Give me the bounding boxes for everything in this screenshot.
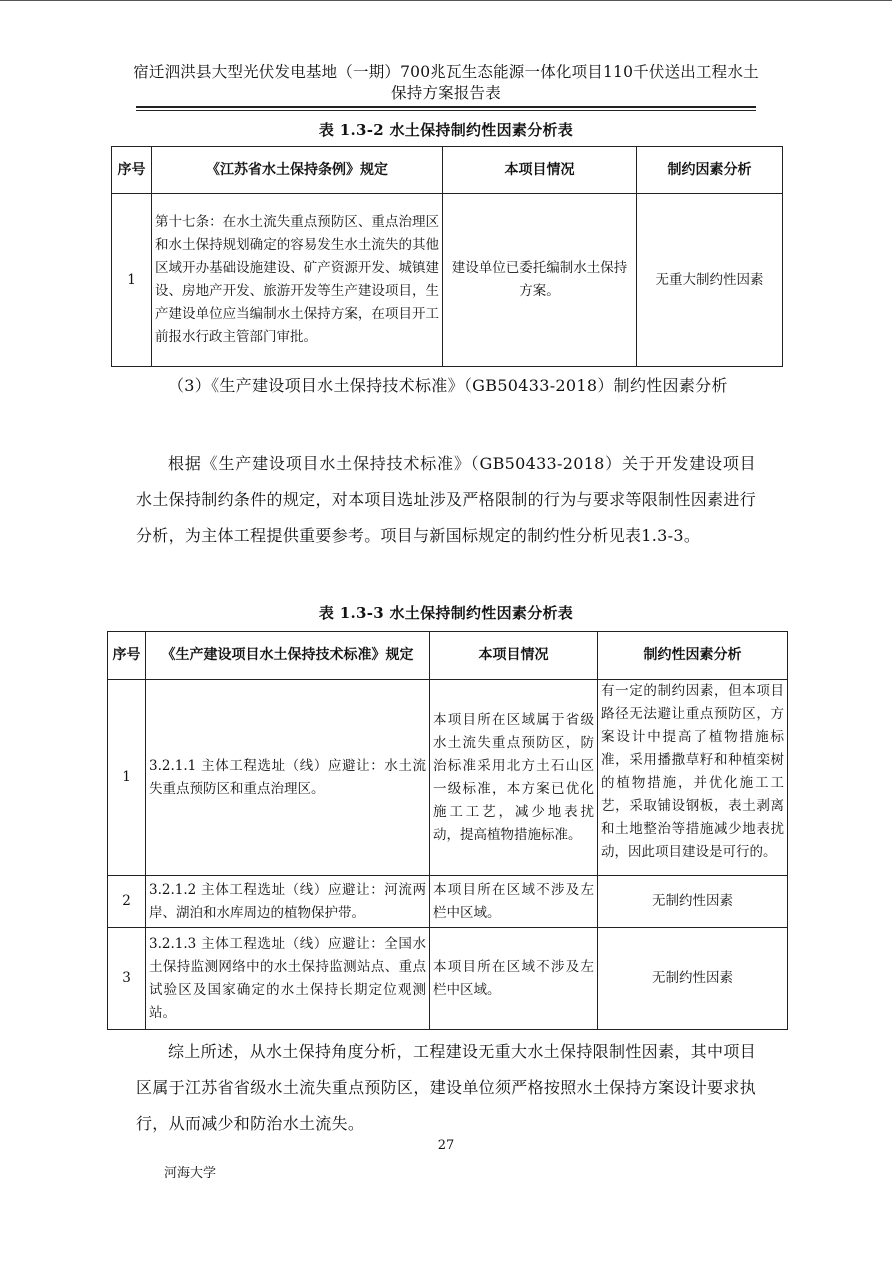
table1-header-rule: 《江苏省水土保持条例》规定	[152, 147, 443, 194]
paragraph-standard-intro: 根据《生产建设项目水土保持技术标准》（GB50433-2018）关于开发建设项目水土保持制约条件的规定，对本项目选址涉及严格限制的行为与要求等限制性因素进行分析，为主体工程提供重要参考。项目与新国标规定的制约性分析见表1.3-3。	[136, 454, 756, 545]
paragraph-standard-title: （3）《生产建设项目水土保持技术标准》（GB50433-2018）制约性因素分析	[168, 376, 728, 395]
table2-row2-rule: 3.2.1.2 主体工程选址（线）应避让：河流两岸、湖泊和水库周边的植物保护带。	[146, 876, 430, 928]
table1-header-analysis: 制约因素分析	[637, 147, 783, 194]
table-row	[108, 928, 788, 1030]
table2-row1-situation: 本项目所在区域属于省级水土流失重点预防区，防治标准采用北方土石山区一级标准，本方案已优化施工工艺，减少地表扰动，提高植物措施标准。	[430, 680, 598, 876]
table2-row1-no: 1	[108, 680, 146, 876]
table1-header-situation: 本项目情况	[443, 147, 637, 194]
table2-row1-analysis: 有一定的制约因素，但本项目路径无法避让重点预防区，方案设计中提高了植物措施标准，采用播撒草籽和种植栾树的植物措施，并优化施工工艺，采取铺设钢板，表土剥离和土地整治等措施减少地表扰动，因此项目建设是可行的。	[598, 680, 788, 876]
table2-row3-rule: 3.2.1.3 主体工程选址（线）应避让：全国水土保持监测网络中的水土保持监测站点、重点试验区及国家确定的水土保持长期定位观测站。	[146, 928, 430, 1030]
table2-header-row	[108, 632, 788, 680]
table2-row3-analysis: 无制约性因素	[598, 928, 788, 1030]
page-number: 27	[437, 1138, 455, 1153]
table2-row3-situation: 本项目所在区域不涉及左栏中区域。	[430, 928, 598, 1030]
table2-row1-rule: 3.2.1.1 主体工程选址（线）应避让：水土流失重点预防区和重点治理区。	[146, 680, 430, 876]
table-1-3-3	[107, 631, 788, 1030]
table-row	[108, 876, 788, 928]
table1-row1-no: 1	[112, 194, 152, 367]
table2-caption: 表 1.3-3 水土保持制约性因素分析表	[318, 604, 574, 622]
table2-row2-no: 2	[108, 876, 146, 928]
table2-row2-analysis: 无制约性因素	[598, 876, 788, 928]
top-border-line	[0, 0, 892, 1]
footer-institution: 河海大学	[164, 1166, 217, 1181]
table1-caption: 表 1.3-2 水土保持制约性因素分析表	[318, 121, 574, 139]
table2-header-situation: 本项目情况	[430, 632, 598, 680]
table-row	[108, 680, 788, 876]
table-row	[112, 194, 783, 367]
header-rule-thin	[136, 110, 756, 111]
table1-row1-analysis: 无重大制约性因素	[637, 194, 783, 367]
table2-header-no: 序号	[108, 632, 146, 680]
paragraph-conclusion: 综上所述，从水土保持角度分析，工程建设无重大水土保持限制性因素，其中项目区属于江苏省省级水土流失重点预防区，建设单位须严格按照水土保持方案设计要求执行，从而减少和防治水土流失。	[136, 1042, 756, 1133]
page-header	[128, 62, 764, 104]
table-1-3-2	[111, 146, 783, 367]
table1-row1-rule: 第十七条：在水土流失重点预防区、重点治理区和水土保持规划确定的容易发生水土流失的其他区域开办基础设施建设、矿产资源开发、城镇建设、房地产开发、旅游开发等生产建设项目，生产建设单位应当编制水土保持方案，在项目开工前报水行政主管部门审批。	[152, 194, 443, 367]
header-line-2: 保持方案报告表	[391, 84, 501, 102]
table2-row2-situation: 本项目所在区域不涉及左栏中区域。	[430, 876, 598, 928]
table1-row1-situation: 建设单位已委托编制水土保持方案。	[443, 194, 637, 367]
table1-header-row	[112, 147, 783, 194]
table1-header-no: 序号	[112, 147, 152, 194]
table2-header-analysis: 制约性因素分析	[598, 632, 788, 680]
header-rule-thick	[136, 106, 756, 108]
header-line-1: 宿迁泗洪县大型光伏发电基地（一期）700兆瓦生态能源一体化项目110千伏送出工程水土	[133, 63, 759, 81]
table2-row3-no: 3	[108, 928, 146, 1030]
table2-header-rule: 《生产建设项目水土保持技术标准》规定	[146, 632, 430, 680]
